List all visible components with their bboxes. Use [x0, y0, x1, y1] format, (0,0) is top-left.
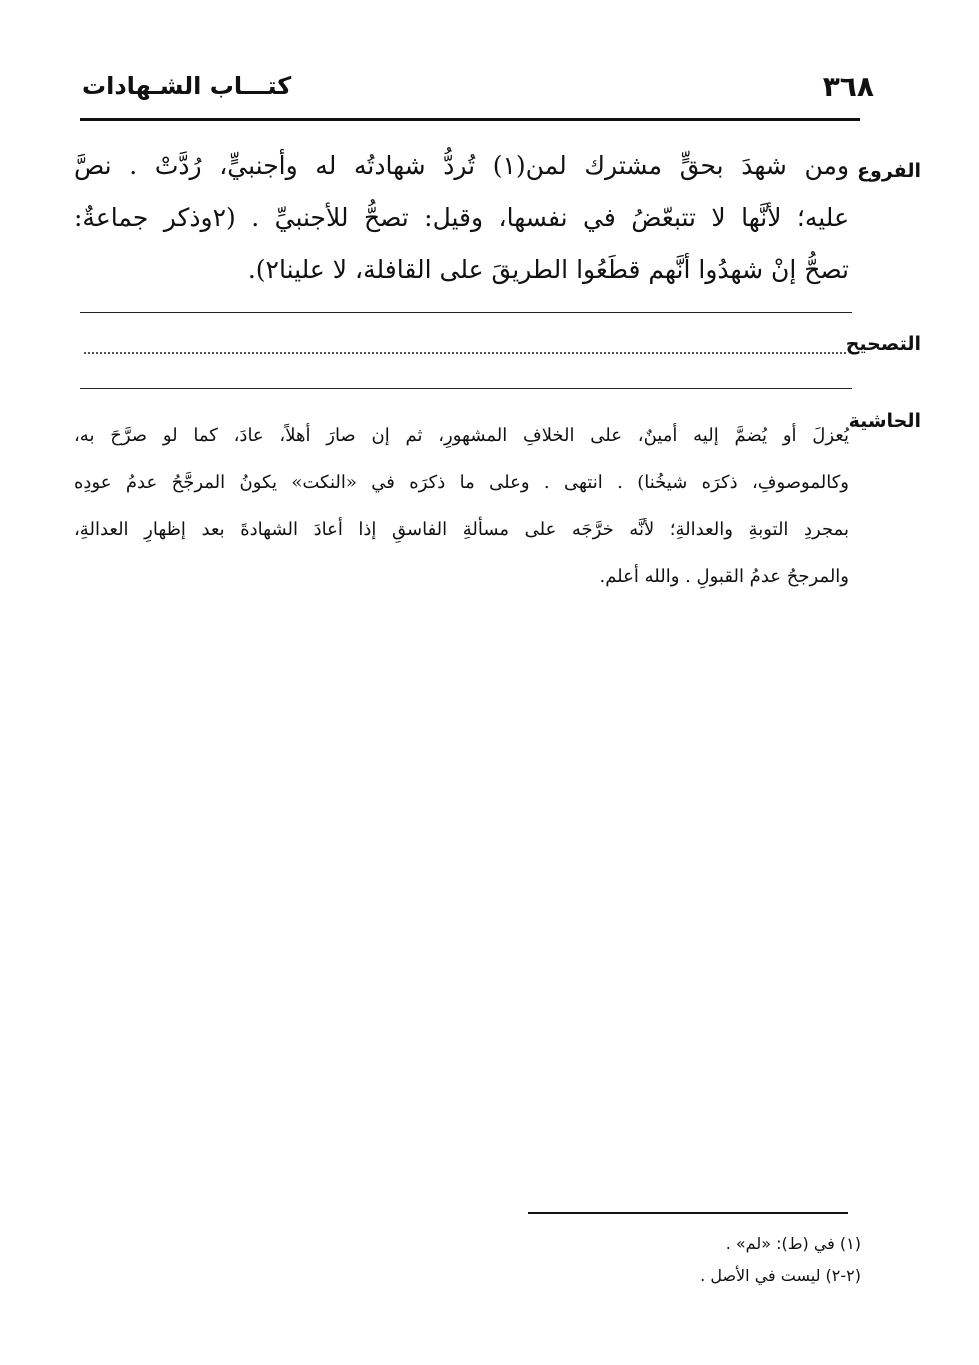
- section-divider: [80, 312, 852, 313]
- furu-text-block: [74, 140, 849, 296]
- tashih-dotted-line: [84, 340, 846, 354]
- footnote: (٢-٢) ليست في الأصل .: [700, 1266, 861, 1285]
- furu-line: تصحُّ إنْ شهدُوا أنَّهم قطَعُوا الطريقَ على القافلة، لا علينا٢).: [247, 255, 849, 284]
- hashiya-line: وكالموصوفِ، ذكرَه شيخُنا) . انتهى . وعلى ما ذكرَه في «النكت» يكونُ المرجَّحُ عدمُ عودِه: [74, 472, 849, 493]
- hashiya-text-block: [74, 412, 849, 600]
- label-hashiya: الحاشية: [848, 410, 921, 432]
- running-title: كتـــاب الشـهادات: [82, 72, 292, 100]
- hashiya-line: والمرجحُ عدمُ القبولِ . والله أعلم.: [599, 566, 849, 587]
- section-divider: [80, 388, 852, 389]
- label-furu: الفروع: [857, 160, 921, 182]
- footnote-rule: [528, 1212, 848, 1214]
- header-rule: [80, 118, 860, 121]
- page-number: ٣٦٨: [822, 70, 874, 103]
- hashiya-line: بمجردِ التوبةِ والعدالةِ؛ لأنَّه خرَّجَه على مسألةِ الفاسقِ إذا أعادَ الشهادةَ بعد إظهارِ العدالةِ،: [74, 519, 849, 540]
- furu-line: عليه؛ لأنَّها لا تتبعّضُ في نفسها، وقيل: تصحُّ للأجنبيِّ . (٢وذكر جماعةٌ:: [74, 203, 849, 232]
- footnotes: [461, 1228, 861, 1292]
- footnote: (١) في (ط): «لم» .: [725, 1234, 861, 1253]
- label-tashih: التصحيح: [845, 333, 921, 355]
- hashiya-line: يُعزلَ أو يُضمَّ إليه أمينٌ، على الخلافِ المشهورِ، ثم إن صارَ أهلاً، عادَ، كما لو صرَّحَ به،: [74, 425, 849, 446]
- furu-line: ومن شهدَ بحقٍّ مشترك لمن(١) تُردُّ شهادتُه له وأجنبيٍّ، رُدَّتْ . نصَّ: [74, 151, 850, 180]
